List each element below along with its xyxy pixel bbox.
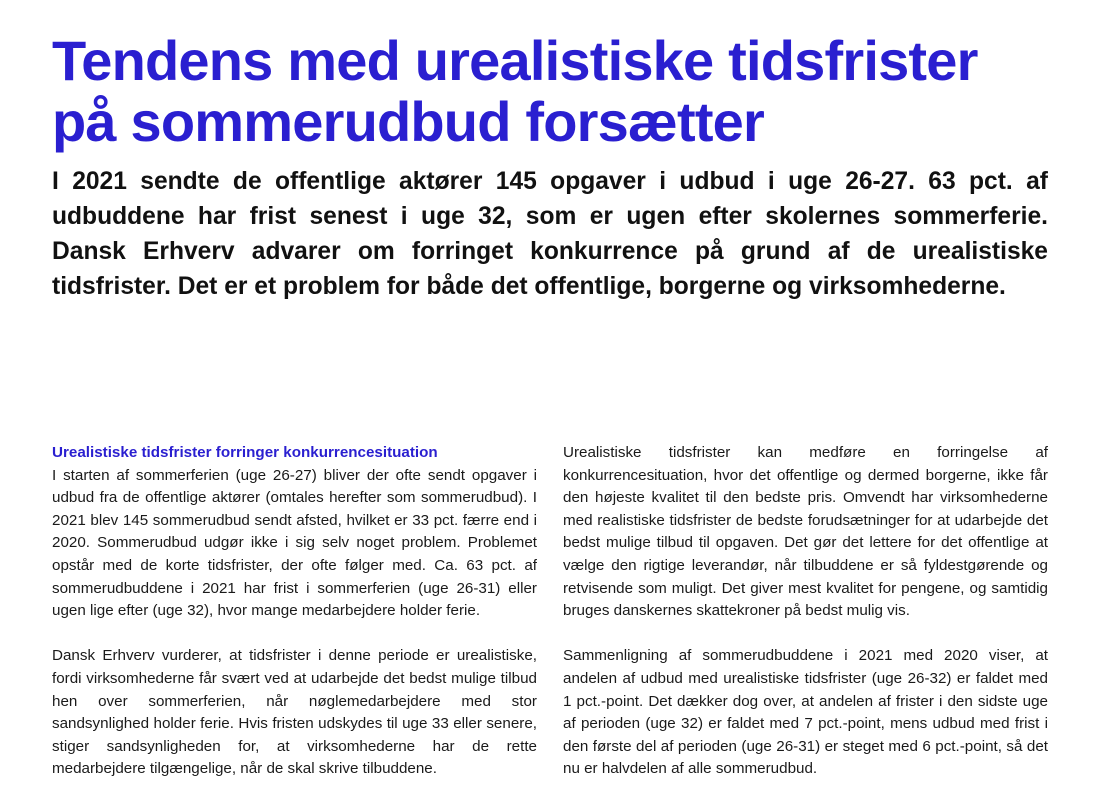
- body-columns: [52, 442, 1048, 781]
- left-paragraph-1: I starten af sommerferien (uge 26-27) bliver der ofte sendt opgaver i udbud fra de offentlige aktører (omtales herefter som sommerudbud). I 2021 blev 145 sommerudbud sendt afsted, hvilket er 33 pct. færre end i 2020. Sommerudbud udgør ikke i sig selv noget problem. Problemet opstår med de korte tidsfrister, der ofte følger med. Ca. 63 pct. af sommerudbuddene i 2021 har frist i sommerferien (uge 26-31) eller ugen lige efter (uge 32), hvor mange medarbejdere holder ferie.: [52, 466, 537, 620]
- right-column: [563, 442, 1048, 781]
- left-paragraph-2: Dansk Erhverv vurderer, at tidsfrister i denne periode er urealistiske, fordi virksomhederne får svært ved at udarbejde det bedst mulige tilbud hen over sommerferien, når nøglemedarbejdere med stor sandsynlighed holder ferie. Hvis fristen udskydes til uge 33 eller senere, stiger sandsynligheden for, at virksomhederne har de rette medarbejdere tilgængelige, når de skal skrive tilbuddene.: [52, 647, 537, 778]
- article: [52, 29, 1048, 778]
- right-paragraph-2: Sammenligning af sommerudbuddene i 2021 med 2020 viser, at andelen af udbud med urealistiske tidsfrister (uge 26-32) er faldet med 1 pct.-point. Det dækker dog over, at andelen af frister i den sidste uge af perioden (uge 32) er faldet med 7 pct.-point, mens udbud med frist i den første del af perioden (uge 26-31) er steget med 6 pct.-point, så det nu er halvdelen af alle sommerudbud.: [563, 647, 1048, 778]
- article-lede: I 2021 sendte de offentlige aktører 145 opgaver i udbud i uge 26-27. 63 pct. af udbuddene har frist senest i uge 32, som er ugen efter skolernes sommerferie. Dansk Erhverv advarer om forringet konkurrence på grund af de urealistiske tidsfrister. Det er et problem for både det offentlige, borgerne og virksomhederne.: [52, 168, 1048, 300]
- right-paragraph-1: Urealistiske tidsfrister kan medføre en forringelse af konkurrencesituation, hvor det offentlige og dermed borgerne, ikke får den højeste kvalitet til den bedste pris. Omvendt har virksomhederne med realistiske tidsfrister de bedste forudsætninger for at udarbejde det bedst mulige tilbud til opgaven. Det gør det lettere for det offentlige at vælge den rigtige leverandør, når tilbuddene er så fyldestgørende og retvisende som muligt. Det giver mest kvalitet for pengene, og samtidig bruges danskernes skattekroner på bedst mulig vis.: [563, 444, 1048, 620]
- article-title: Tendens med urealistiske tidsfrister på sommerudbud forsætter: [52, 29, 978, 153]
- section-subheading: Urealistiske tidsfrister forringer konkurrencesituation: [52, 444, 438, 461]
- left-column: [52, 442, 537, 781]
